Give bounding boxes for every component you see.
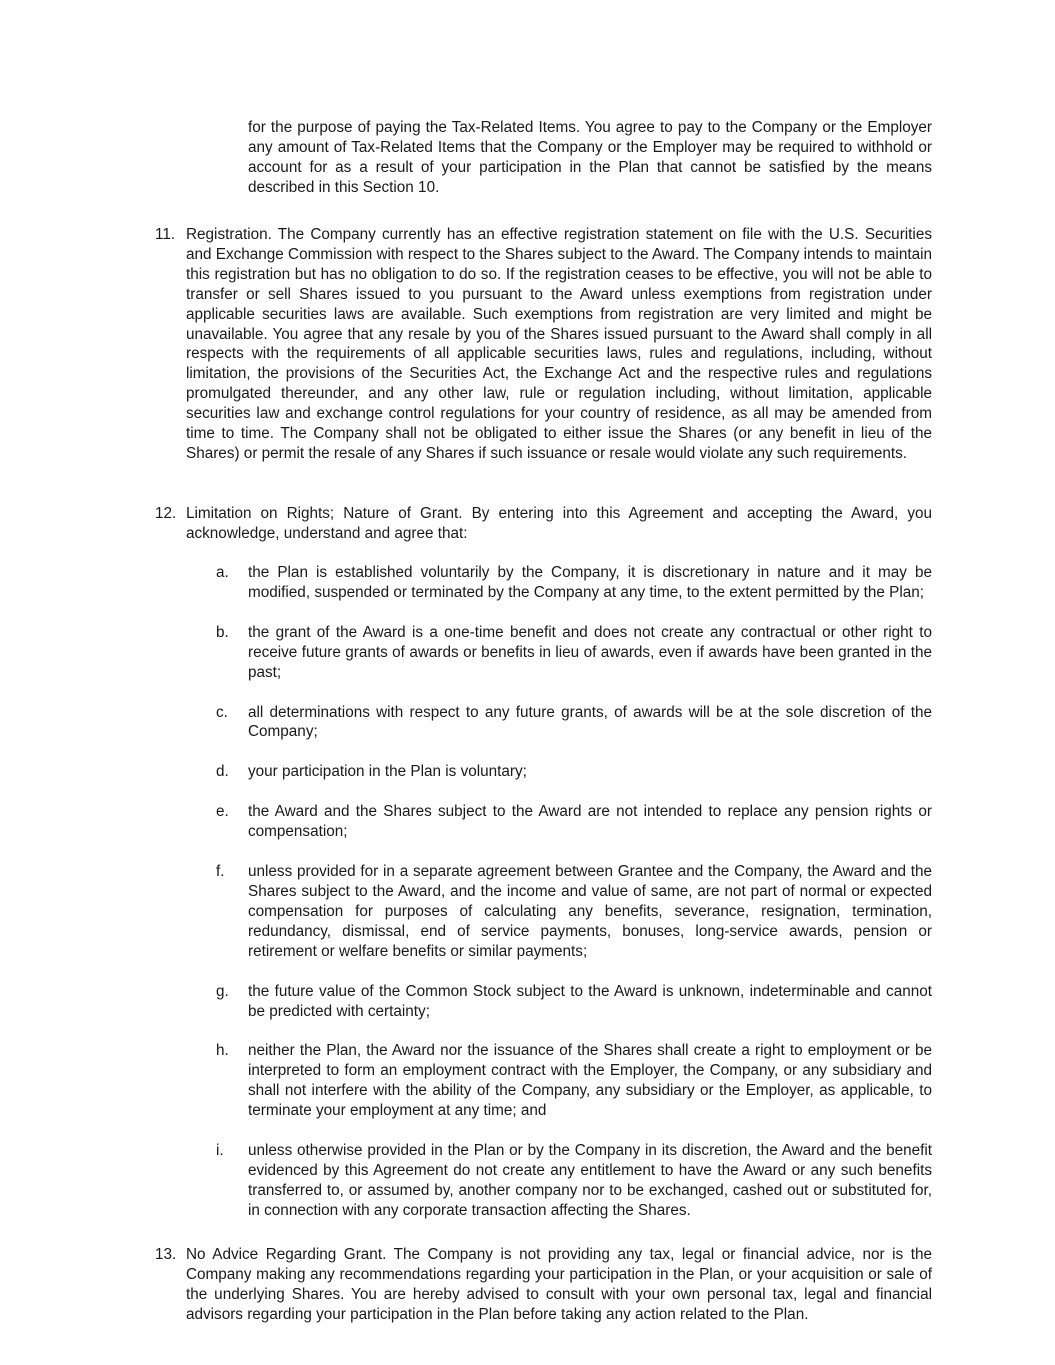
section-11 <box>155 225 932 464</box>
section-number: 12. <box>155 505 177 522</box>
list-item-label: e. <box>216 803 229 821</box>
list-item <box>216 563 932 603</box>
section-heading: Registration <box>186 226 268 243</box>
section-heading: No Advice Regarding Grant <box>186 1246 383 1263</box>
list-item-text: the grant of the Award is a one-time benefit and does not create any contractual or other right to receive future grants of awards or benefits in lieu of awards, even if awards have been granted in the past; <box>248 623 932 681</box>
list-item-text: all determinations with respect to any future grants, of awards will be at the sole discretion of the Company; <box>248 703 932 741</box>
list-item-text: your participation in the Plan is voluntary; <box>248 763 527 781</box>
section-body: Limitation on Rights; Nature of Grant. By entering into this Agreement and accepting the Award, you acknowledge, understand and agree that: <box>186 505 932 542</box>
section-text: The Company currently has an effective registration statement on file with the U.S. Securities and Exchange Commission with respect to the Shares subject to the Award. The Company intends to maintain this registration but has no obligation to do so. If the registration ceases to be effective, you will not be able to transfer or sell Shares issued to you pursuant to the Award unless exemptions from registration under applicable securities laws are available. Such exemptions from registration are very limited and might be unavailable. You agree that any resale by you of the Shares issued pursuant to the Award shall comply in all respects with the requirements of all applicable securities laws, rules and regulations, including, without limitation, the provisions of the Securities Act, the Exchange Act and the respective rules and regulations promulgated thereunder, and any other law, rule or regulation including, without limitation, applicable securities law and exchange control regulations for your country of residence, as all may be amended from time to time. The Company shall not be obligated to either issue the Shares (or any benefit in lieu of the Shares) or permit the resale of any Shares if such issuance or resale would violate any such requirements. <box>186 226 932 462</box>
list-item-text: the future value of the Common Stock subject to the Award is unknown, indeterminable and cannot be predicted with certainty; <box>248 982 932 1020</box>
section-text: By entering into this Agreement and accepting the Award, you acknowledge, understand and agree that: <box>186 505 932 542</box>
list-item-label: h. <box>216 1042 229 1060</box>
section-number: 13. <box>155 1246 177 1263</box>
section-10-continuation: for the purpose of paying the Tax-Related Items. You agree to pay to the Company or the Employer any amount of Tax-Related Items that the Company or the Employer may be required to withhold or account for as a result of your participation in the Plan that cannot be satisfied by the means described in this Section 10. <box>248 119 932 196</box>
list-item-label: g. <box>216 982 229 1000</box>
list-item-text: the Plan is established voluntarily by the Company, it is discretionary in nature and it may be modified, suspended or terminated by the Company at any time, to the extent permitted by the Plan; <box>248 564 932 601</box>
list-item-text: the Award and the Shares subject to the Award are not intended to replace any pension rights or compensation; <box>248 803 932 841</box>
list-item-label: a. <box>216 564 229 581</box>
section-heading: Limitation on Rights; Nature of Grant <box>186 505 459 522</box>
list-item-label: d. <box>216 763 229 781</box>
list-item <box>216 802 932 842</box>
section-body: No Advice Regarding Grant. The Company is not providing any tax, legal or financial advice, nor is the Company making any recommendations regarding your participation in the Plan, or your acquisition or sale of the underlying Shares. You are hereby advised to consult with your own personal tax, legal and financial advisors regarding your participation in the Plan before taking any action related to the Plan. <box>186 1246 933 1323</box>
section-text: The Company is not providing any tax, legal or financial advice, nor is the Company making any recommendations regarding your participation in the Plan, or your acquisition or sale of the underlying Shares. You are hereby advised to consult with your own personal tax, legal and financial advisors regarding your participation in the Plan before taking any action related to the Plan. <box>186 1246 933 1323</box>
list-item-label: i. <box>216 1142 224 1160</box>
section-12-list <box>216 563 932 1241</box>
list-item-text: unless otherwise provided in the Plan or by the Company in its discretion, the Award and the benefit evidenced by this Agreement do not create any entitlement to have the Award or any such benefits transferred to, or assumed by, another company nor to be exchanged, cashed out or substituted for, in connection with any corporate transaction affecting the Shares. <box>248 1142 932 1219</box>
list-item <box>216 762 932 782</box>
list-item <box>216 862 932 962</box>
list-item-text: unless provided for in a separate agreement between Grantee and the Company, the Award and the Shares subject to the Award, and the income and value of same, are not part of normal or expected compensation for purposes of calculating any benefits, severance, resignation, termination, redundancy, dismissal, end of service payments, bonuses, long-service awards, pension or retirement or welfare benefits or similar payments; <box>248 863 932 960</box>
list-item <box>216 1141 932 1221</box>
list-item-label: b. <box>216 623 229 641</box>
list-item <box>216 982 932 1022</box>
list-item-label: f. <box>216 863 225 881</box>
section-body: Registration. The Company currently has an effective registration statement on file with the U.S. Securities and Exchange Commission with respect to the Shares subject to the Award. The Company intends to maintain this registration but has no obligation to do so. If the registration ceases to be effective, you will not be able to transfer or sell Shares issued to you pursuant to the Award unless exemptions from registration under applicable securities laws are available. Such exemptions from registration are very limited and might be unavailable. You agree that any resale by you of the Shares issued pursuant to the Award shall comply in all respects with the requirements of all applicable securities laws, rules and regulations, including, without limitation, the provisions of the Securities Act, the Exchange Act and the respective rules and regulations promulgated thereunder, and any other law, rule or regulation including, without limitation, applicable securities law and exchange control regulations for your country of residence, as all may be amended from time to time. The Company shall not be obligated to either issue the Shares (or any benefit in lieu of the Shares) or permit the resale of any Shares if such issuance or resale would violate any such requirements. <box>186 226 932 462</box>
list-item <box>216 1041 932 1121</box>
list-item-label: c. <box>216 703 228 721</box>
section-12 <box>155 504 932 544</box>
list-item <box>216 703 932 743</box>
section-13 <box>155 1245 932 1325</box>
list-item-text: neither the Plan, the Award nor the issuance of the Shares shall create a right to employment or be interpreted to form an employment contract with the Employer, the Company, or any subsidiary and shall not interfere with the ability of the Company, any subsidiary or the Employer, as applicable, to terminate your employment at any time; and <box>248 1042 932 1120</box>
list-item <box>216 623 932 683</box>
section-number: 11. <box>155 226 176 243</box>
